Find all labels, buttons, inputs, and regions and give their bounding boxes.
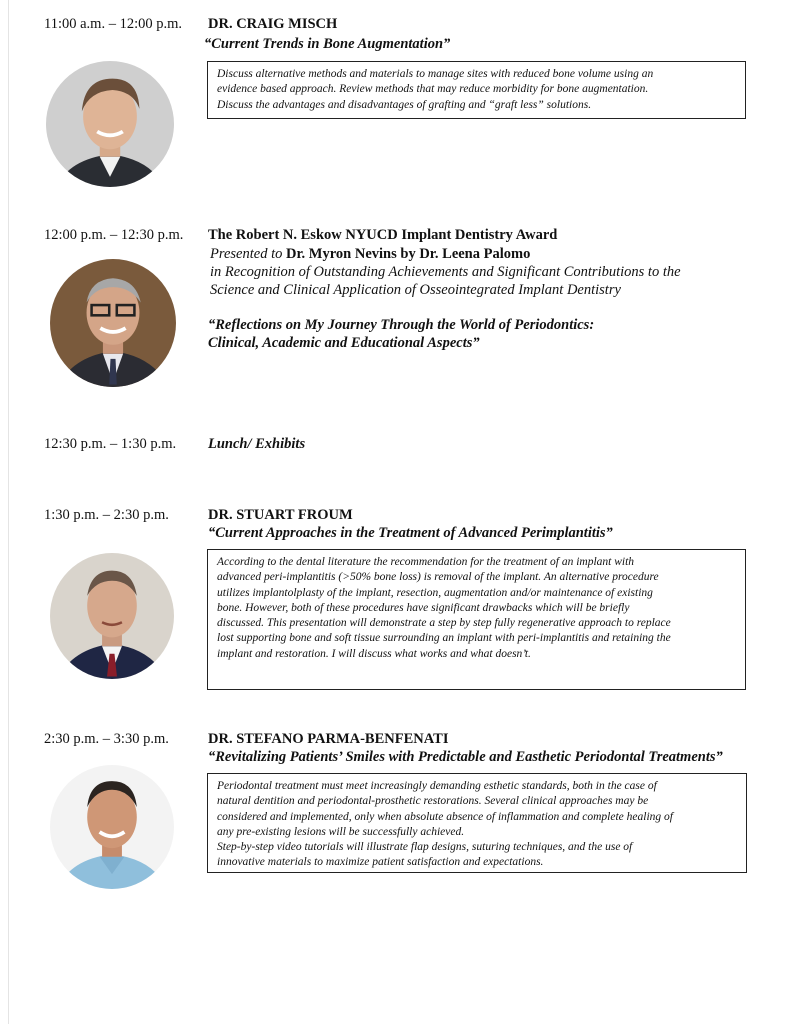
description-line: Periodontal treatment must meet increasingly demanding esthetic standards, both in the case of xyxy=(217,780,657,792)
speaker-name: DR. CRAIG MISCH xyxy=(208,16,338,32)
talk-title: “Current Trends in Bone Augmentation” xyxy=(204,36,451,52)
presented-to-names: Dr. Myron Nevins by Dr. Leena Palomo xyxy=(285,246,531,262)
description-line: bone. However, both of these procedures have significant drawbacks which will be briefly xyxy=(217,601,630,614)
description-line: considered and implemented, only when absolute absence of inflammation and complete healing of xyxy=(217,810,673,823)
award-title: The Robert N. Eskow NYUCD Implant Dentistry Award xyxy=(208,227,558,243)
presented-to-prefix: Presented to xyxy=(210,246,286,262)
speaker-name: DR. STEFANO PARMA-BENFENATI xyxy=(208,731,449,747)
description-line: utilizes implantolplasty of the implant, resection, augmentation and/or maintenance of existing xyxy=(217,586,653,599)
page-edge-line xyxy=(8,0,9,1024)
speaker-photo xyxy=(46,61,174,187)
speaker-photo xyxy=(50,553,174,679)
description-line: any pre-existing lesions will be successfully achieved. xyxy=(217,825,465,838)
award-recognition-line: in Recognition of Outstanding Achievements and Significant Contributions to the xyxy=(210,264,681,280)
session-time: 12:30 p.m. – 1:30 p.m. xyxy=(44,436,177,452)
talk-title: “Current Approaches in the Treatment of Advanced Perimplantitis” xyxy=(208,525,613,541)
description-line: advanced peri-implantitis (>50% bone loss) is removal of the implant. An alternative procedure xyxy=(217,571,659,584)
description-line: lost supporting bone and soft tissue surrounding an implant with peri-implantitis and retaining the xyxy=(217,632,671,645)
award-presented-to xyxy=(210,245,681,263)
speaker-photo xyxy=(50,765,174,889)
session-time: 12:00 p.m. – 12:30 p.m. xyxy=(44,227,184,243)
session-time: 2:30 p.m. – 3:30 p.m. xyxy=(44,731,169,747)
talk-title: “Revitalizing Patients’ Smiles with Predictable and Easthetic Periodontal Treatments” xyxy=(208,749,723,765)
talk-title-line: Clinical, Academic and Educational Aspects” xyxy=(208,335,480,351)
description-line: natural dentition and periodontal-prosthetic restorations. Several clinical approaches may be xyxy=(217,795,649,808)
talk-title xyxy=(208,316,594,352)
speaker-photo xyxy=(50,259,176,387)
session-time: 11:00 a.m. – 12:00 p.m. xyxy=(44,16,183,32)
speaker-name: DR. STUART FROUM xyxy=(208,507,353,523)
award-details xyxy=(210,245,681,299)
description-line: discussed. This presentation will demonstrate a step by step fully regenerative approach to replace xyxy=(217,617,671,630)
session-description xyxy=(207,773,747,873)
description-line: According to the dental literature the recommendation for the treatment of an implant with xyxy=(217,556,635,568)
session-description xyxy=(207,549,746,690)
description-line: evidence based approach. Review methods that may reduce morbidity for bone augmentation. xyxy=(217,83,649,96)
talk-title-line: “Reflections on My Journey Through the World of Periodontics: xyxy=(208,317,595,333)
description-line: Discuss alternative methods and materials to manage sites with reduced bone volume using an xyxy=(217,68,654,80)
lunch-label: Lunch/ Exhibits xyxy=(208,436,306,452)
description-line: Discuss the advantages and disadvantages of grafting and “graft less” solutions. xyxy=(217,98,592,111)
description-line: implant and restoration. I will discuss what works and what doesn’t. xyxy=(217,647,531,660)
award-recognition-line: Science and Clinical Application of Osseointegrated Implant Dentistry xyxy=(210,282,621,298)
session-description xyxy=(207,61,746,119)
description-line: Step-by-step video tutorials will illustrate flap designs, suturing techniques, and the use of xyxy=(217,841,633,854)
description-line: innovative materials to maximize patient satisfaction and expectations. xyxy=(217,856,544,869)
session-time: 1:30 p.m. – 2:30 p.m. xyxy=(44,507,169,523)
